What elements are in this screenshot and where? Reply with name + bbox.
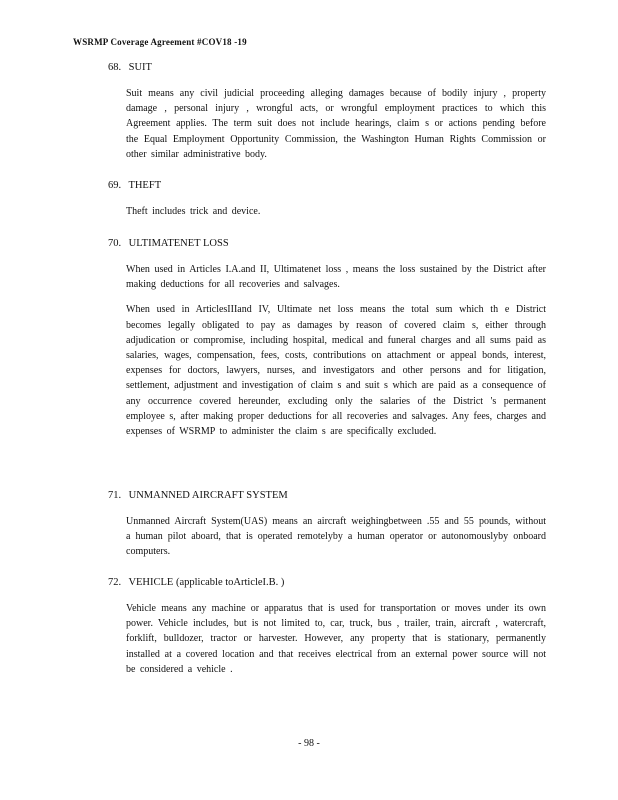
section-number: 70.	[108, 238, 122, 249]
section-72-vehicle	[108, 577, 548, 677]
section-title: THEFT	[128, 180, 162, 191]
section-number: 72.	[108, 577, 122, 588]
section-heading	[108, 577, 548, 588]
section-paragraph: Suit means any civil judicial proceeding alleging damages because of bodily injury , property damage , personal injury , wrongful acts, or wrongful employment practices to which this Agreement applies. The term suit does not include hearings, claim s or actions pending before the Equal Employment Opportunity Commission, the Washington Human Rights Commission or other similar administrative body.	[126, 88, 546, 160]
section-paragraph: Unmanned Aircraft System(UAS) means an aircraft weighingbetween .55 and 55 pounds, without a human pilot aboard, that is operated remotelyby a human operator or autonomouslyby onboard computers.	[126, 516, 546, 558]
section-number: 69.	[108, 180, 122, 191]
section-68-suit	[108, 62, 548, 162]
section-title: ULTIMATENET LOSS	[128, 238, 229, 249]
section-paragraph: When used in ArticlesIIIand IV, Ultimate net loss means the total sum which th e District becomes legally obligated to pay as damages by reason of covered claim s, either through adjudication or compromise, including hospital, medical and funeral charges and all sums paid as salaries, wages, compensation, fees, costs, contributions on attachment or appeal bonds, interest, expenses for doctors, lawyers, nurses, and investigators and other persons and for litigation, settlement, adjustment and investigation of claim s and suit s which are paid as a consequence of any occurrence covered hereunder, excluding only the salaries of the District 's permanent employee s, after making proper deductions for all recoveries and salvages. Any fees, charges and expenses of WSRMP to administer the claim s are specifically excluded.	[126, 304, 546, 438]
section-heading	[108, 238, 548, 249]
section-71-unmanned-aircraft-system	[108, 490, 548, 560]
running-header: WSRMP Coverage Agreement #COV18 -19	[73, 37, 247, 47]
section-number: 71.	[108, 490, 122, 501]
section-paragraph: Vehicle means any machine or apparatus that is used for transportation or moves under its own power. Vehicle includes, but is not limited to, car, truck, bus , trailer, train, aircraft , watercraft, forklift, bulldozer, tractor or harvester. However, any property that is stationary, permanently installed at a covered location and that receives electrical from an external power source will not be considered a vehicle .	[126, 603, 546, 675]
section-title: VEHICLE (applicable toArticleI.B. )	[128, 577, 285, 588]
section-paragraph: When used in Articles I.A.and II, Ultimatenet loss , means the loss sustained by the District after making deductions for all recoveries and salvages.	[126, 264, 546, 291]
section-69-theft	[108, 180, 548, 219]
section-heading	[108, 490, 548, 501]
section-heading	[108, 180, 548, 191]
page-number: - 98 -	[298, 738, 320, 749]
section-paragraph: Theft includes trick and device.	[126, 206, 261, 217]
section-number: 68.	[108, 62, 122, 73]
section-title: SUIT	[128, 62, 152, 73]
section-heading	[108, 62, 548, 73]
section-title: UNMANNED AIRCRAFT SYSTEM	[128, 490, 288, 501]
section-70-ultimate-net-loss	[108, 238, 548, 439]
